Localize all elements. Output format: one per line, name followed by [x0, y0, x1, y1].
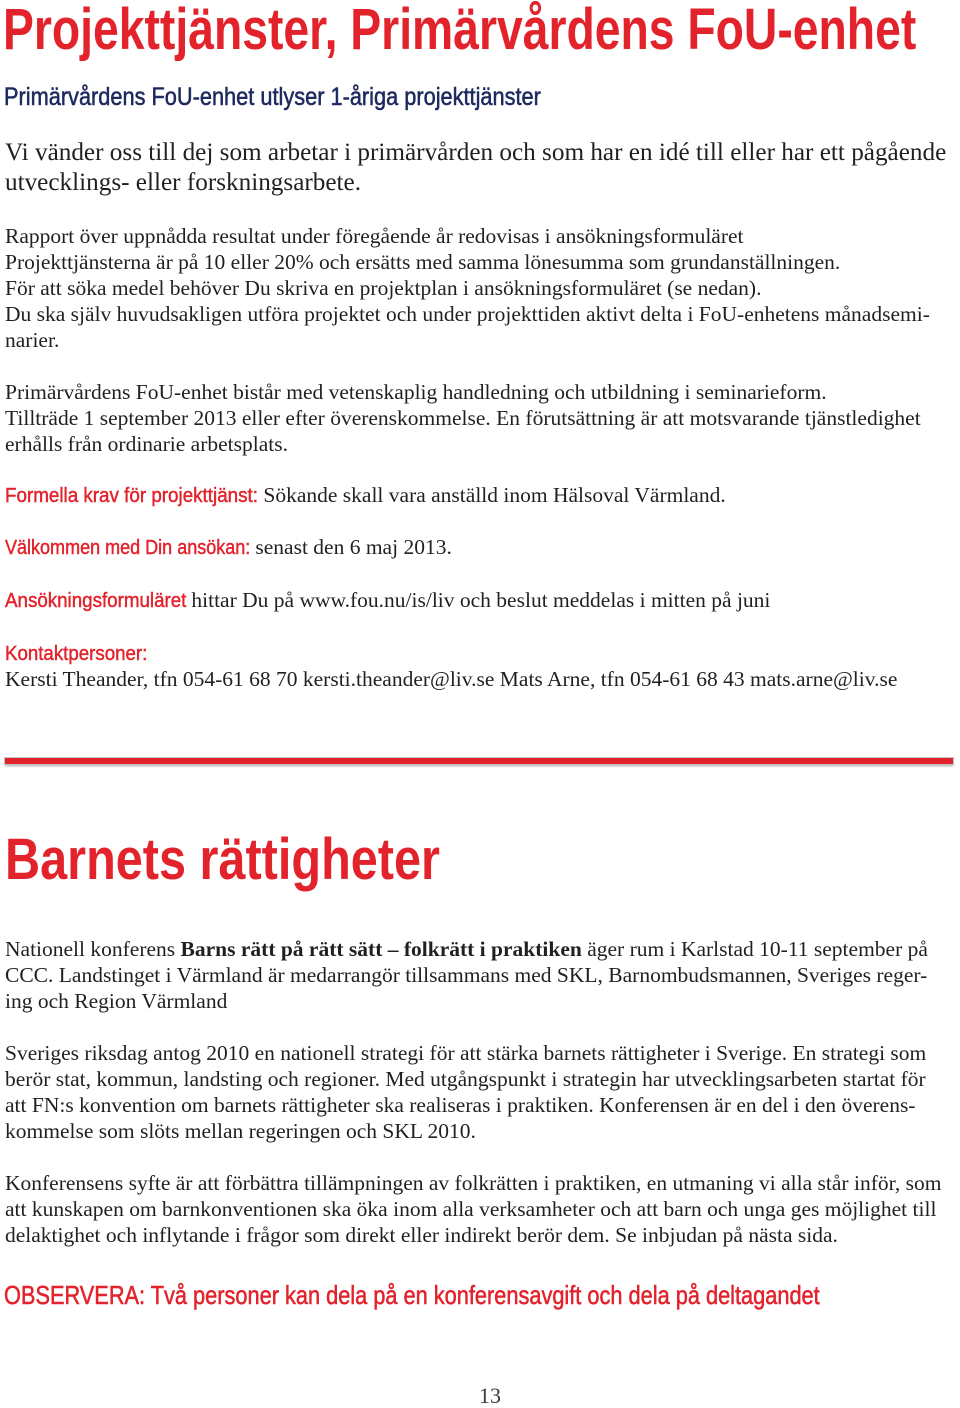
contacts-text: Kersti Theander, tfn 054-61 68 70 kersti.theander@liv.se Mats Arne, tfn 054-61 68 43 mats.arne@liv.se [5, 667, 898, 691]
intro-line: utvecklings- eller forskningsarbete. [5, 169, 362, 196]
purpose-line: att kunskapen om barnkonventionen ska öka inom alla verksamheter och att barn och unga ges möjlighet till [5, 1197, 937, 1221]
page-number: 13 [479, 1383, 501, 1408]
intro-line: Vi vänder oss till dej som arbetar i primärvården och som har en idé till eller har ett pågående [5, 139, 947, 166]
requirements-label-text: Formella krav för projekttjänst: [5, 485, 258, 507]
strategy-line: kommelse som slöts mellan regeringen och SKL 2010. [5, 1119, 476, 1143]
strategy-line: att FN:s konvention om barnets rättigheter ska realiseras i praktiken. Konferensen är en del i den överens- [5, 1093, 916, 1117]
section-title [5, 827, 440, 892]
application-form-label [5, 587, 186, 614]
support-line: erhålls från ordinarie arbetsplats. [5, 432, 288, 456]
section-subtitle-text: Primärvårdens FoU-enhet utlyser 1-åriga projekttjänster [4, 83, 541, 111]
purpose-line: delaktighet och inflytande i frågor som direkt eller indirekt berör dem. Se inbjudan på nästa sida. [5, 1223, 838, 1247]
conference-line-post: äger rum i Karlstad 10-11 september på [587, 937, 928, 961]
conference-line [5, 936, 928, 962]
details-line: Rapport över uppnådda resultat under föregående år redovisas i ansökningsformuläret [5, 224, 744, 248]
notice [4, 1280, 820, 1310]
page-title [3, 0, 916, 60]
details-line: Du ska själv huvudsakligen utföra projektet och under projekttiden aktivt delta i FoU-enhetens månadsemi- [5, 302, 930, 326]
notice-text: OBSERVERA: Två personer kan dela på en konferensavgift och dela på deltagandet [4, 1280, 820, 1310]
strategy-line: berör stat, kommun, landsting och regioner. Med utgångspunkt i strategin har utvecklingsarbeten startat för [5, 1067, 926, 1091]
purpose-line: Konferensens syfte är att förbättra tillämpningen av folkrätten i praktiken, en utmaning vi alla står inför, som [5, 1171, 942, 1195]
requirements-label [5, 482, 258, 509]
page-title-text: Projekttjänster, Primärvårdens FoU-enhet [3, 0, 917, 62]
deadline-label-text: Välkommen med Din ansökan: [5, 537, 251, 559]
deadline-text: senast den 6 maj 2013. [255, 535, 452, 559]
strategy-line: Sveriges riksdag antog 2010 en nationell strategi för att stärka barnets rättigheter i Sverige. En strategi som [5, 1041, 927, 1065]
details-line: För att söka medel behöver Du skriva en projektplan i ansökningsformuläret (se nedan). [5, 276, 762, 300]
deadline-line [5, 534, 452, 561]
details-line: Projekttjänsterna är på 10 eller 20% och ersätts med samma lönesumma som grundanställningen. [5, 250, 841, 274]
conference-name: Barns rätt på rätt sätt – folkrätt i praktiken [180, 937, 582, 961]
application-form-label-text: Ansökningsformuläret [5, 590, 187, 612]
section-divider [5, 758, 953, 764]
deadline-label [5, 534, 250, 561]
requirements-line [5, 482, 726, 509]
contacts-label-line [5, 640, 147, 667]
application-form-line [5, 587, 770, 614]
requirements-text: Sökande skall vara anställd inom Hälsoval Värmland. [263, 483, 726, 507]
application-form-text: hittar Du på www.fou.nu/is/liv och beslut meddelas i mitten på juni [191, 588, 771, 612]
details-line: narier. [5, 328, 60, 352]
support-line: Primärvårdens FoU-enhet bistår med vetenskaplig handledning och utbildning i seminarieform. [5, 380, 827, 404]
conference-line-pre: Nationell konferens [5, 937, 176, 961]
section-title-text: Barnets rättigheter [5, 827, 440, 892]
section-subtitle [4, 83, 541, 111]
support-line: Tillträde 1 september 2013 eller efter överenskommelse. En förutsättning är att motsvarande tjänstledighet [5, 406, 921, 430]
conference-line: CCC. Landstinget i Värmland är medarrangör tillsammans med SKL, Barnombudsmannen, Sveriges reger- [5, 963, 928, 987]
contacts-label [5, 640, 147, 667]
contacts-label-text: Kontaktpersoner: [5, 643, 148, 665]
conference-line: ing och Region Värmland [5, 989, 228, 1013]
